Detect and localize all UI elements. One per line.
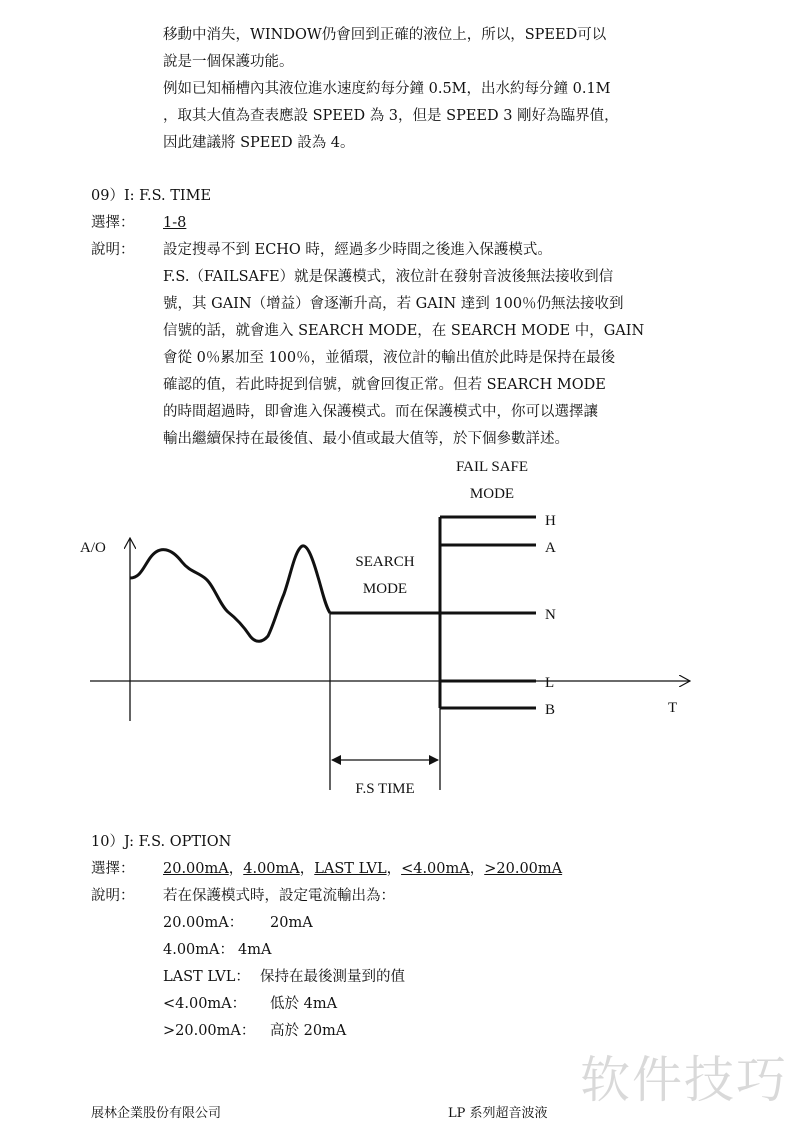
option-value: 低於 4mA: [270, 996, 338, 1012]
option-separator: ，: [469, 861, 485, 877]
y-axis-label: A/O: [80, 540, 106, 556]
option-below-4ma: <4.00mA: [401, 861, 470, 877]
level-l-label: L: [545, 675, 555, 691]
section-09-desc-line: 確認的值，若此時捉到信號，就會回復正常。但若 SEARCH MODE: [163, 377, 606, 393]
watermark: 软件技巧: [580, 1051, 788, 1109]
search-mode-label-2: MODE: [362, 581, 408, 597]
intro-line-1: 移動中消失，WINDOW仍會回到正確的液位上，所以，SPEED可以: [163, 27, 607, 43]
fs-time-label: F.S TIME: [355, 781, 415, 797]
section-09-desc-line: 設定搜尋不到 ECHO 時，經過多少時間之後進入保護模式。: [163, 242, 552, 258]
failsafe-mode-label-1: FAIL SAFE: [455, 459, 529, 475]
fs-time-diagram: [0, 450, 800, 810]
section-10-desc-intro: 若在保護模式時，設定電流輸出為：: [163, 888, 395, 904]
option-separator: ，: [299, 861, 315, 877]
section-09-desc-line: 信號的話，就會進入 SEARCH MODE，在 SEARCH MODE 中，GAIN: [163, 323, 645, 339]
section-09-select-value: 1-8: [163, 215, 187, 231]
intro-line-3: 例如已知桶槽內其液位進水速度約每分鐘 0.5M，出水約每分鐘 0.1M: [163, 81, 611, 97]
signal-curve: [130, 546, 330, 641]
option-value: 20mA: [270, 915, 313, 931]
footer-product: LP 系列超音波液: [448, 1106, 548, 1121]
option-separator: ，: [386, 861, 402, 877]
section-10-heading: 10）J: F.S. OPTION: [91, 834, 232, 850]
option-value: 4mA: [238, 942, 272, 958]
search-mode-label-1: SEARCH: [355, 554, 415, 570]
option-last-lvl: LAST LVL: [314, 861, 387, 877]
option-key: 4.00mA：: [163, 942, 235, 958]
section-09-heading: 09）I: F.S. TIME: [91, 188, 212, 204]
intro-line-2: 說是一個保護功能。: [163, 54, 294, 70]
level-b-label: B: [545, 702, 556, 718]
footer-company: 展林企業股份有限公司: [91, 1106, 222, 1121]
section-09-desc-line: 號，其 GAIN（增益）會逐漸升高，若 GAIN 達到 100％仍無法接收到: [163, 296, 624, 312]
option-value: 保持在最後測量到的值: [260, 969, 405, 985]
level-h-label: H: [545, 513, 556, 529]
option-above-20ma: >20.00mA: [484, 861, 563, 877]
section-10-desc-label: 說明：: [91, 888, 135, 904]
section-09-desc-line: 的時間超過時，即會進入保護模式。而在保護模式中，你可以選擇讓: [163, 404, 598, 420]
option-key: <4.00mA：: [163, 996, 247, 1012]
section-09-desc-label: 說明：: [91, 242, 135, 258]
option-separator: ，: [228, 861, 244, 877]
section-09-desc-line: 會從 0％累加至 100％，並循環，液位計的輸出值於此時是保持在最後: [163, 350, 616, 366]
intro-line-5: 因此建議將 SPEED 設為 4。: [163, 135, 355, 151]
option-20ma: 20.00mA: [163, 861, 229, 877]
failsafe-mode-label-2: MODE: [469, 486, 515, 502]
level-a-label: A: [545, 540, 556, 556]
section-09-desc-line: 輸出繼續保持在最後值、最小值或最大值等，於下個參數詳述。: [163, 431, 569, 447]
x-axis-label: T: [668, 700, 678, 716]
option-value: 高於 20mA: [270, 1023, 347, 1039]
option-key: LAST LVL：: [163, 969, 250, 985]
option-4ma: 4.00mA: [243, 861, 300, 877]
section-09-select-label: 選擇：: [91, 215, 135, 231]
level-n-label: N: [545, 607, 556, 623]
section-10-options: [163, 859, 562, 879]
section-10-select-label: 選擇：: [91, 861, 135, 877]
option-key: >20.00mA：: [163, 1023, 256, 1039]
section-09-desc-line: F.S.（FAILSAFE）就是保護模式，液位計在發射音波後無法接收到信: [163, 269, 614, 285]
option-key: 20.00mA：: [163, 915, 244, 931]
intro-line-4: ，取其大值為查表應設 SPEED 為 3，但是 SPEED 3 剛好為臨界值，: [163, 108, 619, 124]
